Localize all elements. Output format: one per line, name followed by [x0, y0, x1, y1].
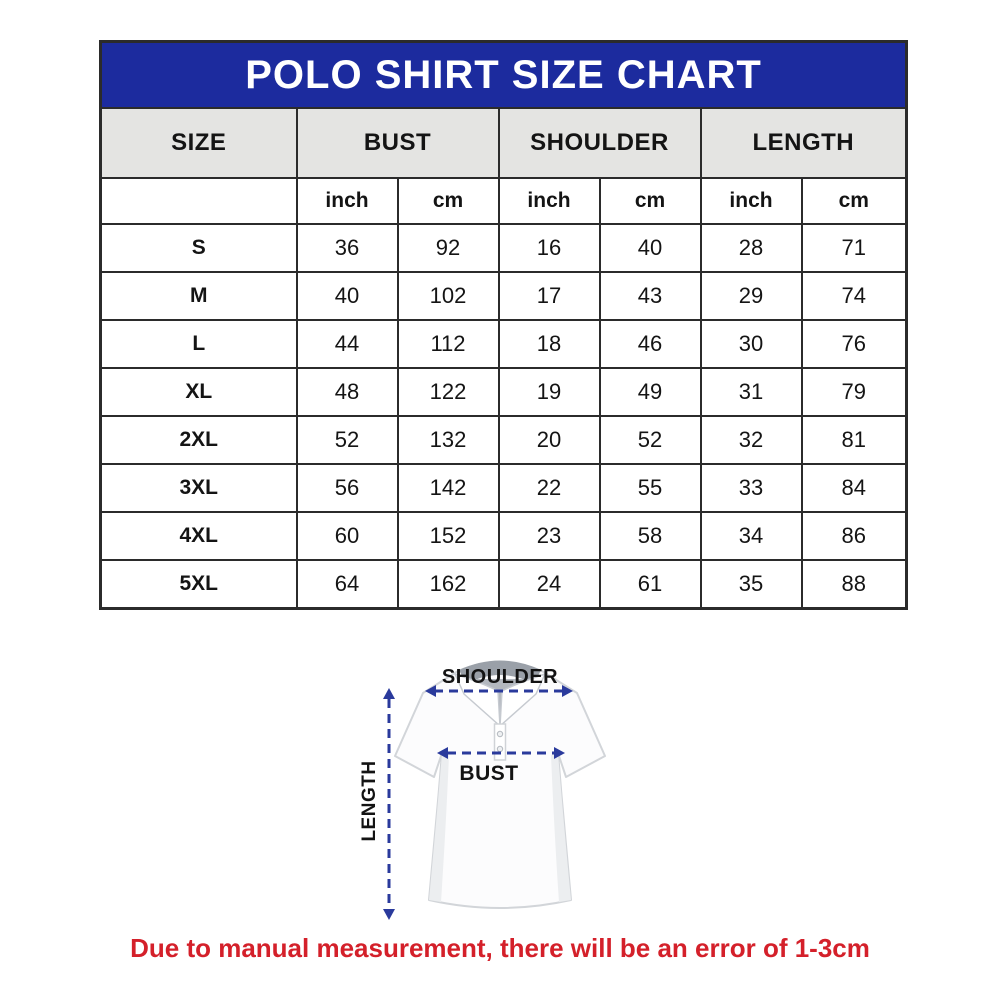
table-row-2xl — [101, 416, 907, 464]
cell-bust-inch: 48 — [297, 368, 398, 416]
cell-shoulder-inch: 18 — [499, 320, 600, 368]
size-label: 4XL — [101, 512, 297, 560]
table-row-m — [101, 272, 907, 320]
column-header-size: SIZE — [101, 108, 297, 178]
cell-bust-cm: 112 — [398, 320, 499, 368]
unit-bust-inch: inch — [297, 178, 398, 224]
cell-bust-inch: 60 — [297, 512, 398, 560]
column-header-length: LENGTH — [701, 108, 907, 178]
size-label: L — [101, 320, 297, 368]
cell-bust-cm: 162 — [398, 560, 499, 609]
button — [497, 746, 502, 751]
cell-length-inch: 33 — [701, 464, 802, 512]
cell-bust-inch: 36 — [297, 224, 398, 272]
cell-shoulder-inch: 19 — [499, 368, 600, 416]
cell-length-inch: 32 — [701, 416, 802, 464]
unit-length-cm: cm — [802, 178, 907, 224]
column-header-shoulder: SHOULDER — [499, 108, 701, 178]
group-header-row — [101, 108, 907, 178]
cell-length-inch: 35 — [701, 560, 802, 609]
title-banner-row — [101, 42, 907, 109]
cell-length-cm: 81 — [802, 416, 907, 464]
cell-length-cm: 84 — [802, 464, 907, 512]
unit-header-row — [101, 178, 907, 224]
cell-bust-cm: 152 — [398, 512, 499, 560]
length-arrowhead-top — [383, 688, 395, 699]
size-label: 2XL — [101, 416, 297, 464]
cell-bust-cm: 142 — [398, 464, 499, 512]
cell-shoulder-cm: 49 — [600, 368, 701, 416]
size-chart-table — [99, 40, 908, 610]
cell-shoulder-inch: 20 — [499, 416, 600, 464]
cell-shoulder-cm: 61 — [600, 560, 701, 609]
cell-length-inch: 31 — [701, 368, 802, 416]
cell-length-inch: 34 — [701, 512, 802, 560]
cell-bust-cm: 92 — [398, 224, 499, 272]
unit-shoulder-cm: cm — [600, 178, 701, 224]
length-label: LENGTH — [359, 760, 380, 842]
unit-empty-cell — [101, 178, 297, 224]
size-label: 3XL — [101, 464, 297, 512]
size-label: XL — [101, 368, 297, 416]
cell-shoulder-cm: 58 — [600, 512, 701, 560]
cell-shoulder-cm: 46 — [600, 320, 701, 368]
button — [497, 731, 502, 736]
column-header-bust: BUST — [297, 108, 499, 178]
cell-length-inch: 29 — [701, 272, 802, 320]
table-row-5xl — [101, 560, 907, 609]
length-arrowhead-bottom — [383, 909, 395, 920]
table-row-3xl — [101, 464, 907, 512]
cell-shoulder-inch: 16 — [499, 224, 600, 272]
cell-shoulder-inch: 24 — [499, 560, 600, 609]
placket — [495, 724, 506, 760]
page-title: POLO SHIRT SIZE CHART — [101, 42, 907, 109]
cell-shoulder-cm: 40 — [600, 224, 701, 272]
bust-label: BUST — [459, 762, 519, 785]
table-row-s — [101, 224, 907, 272]
shoulder-label: SHOULDER — [441, 666, 559, 688]
cell-bust-inch: 40 — [297, 272, 398, 320]
cell-shoulder-cm: 55 — [600, 464, 701, 512]
cell-shoulder-inch: 17 — [499, 272, 600, 320]
unit-bust-cm: cm — [398, 178, 499, 224]
cell-length-inch: 28 — [701, 224, 802, 272]
unit-length-inch: inch — [701, 178, 802, 224]
cell-shoulder-cm: 52 — [600, 416, 701, 464]
cell-bust-inch: 56 — [297, 464, 398, 512]
size-label: M — [101, 272, 297, 320]
cell-shoulder-inch: 22 — [499, 464, 600, 512]
cell-shoulder-inch: 23 — [499, 512, 600, 560]
size-label: S — [101, 224, 297, 272]
cell-shoulder-cm: 43 — [600, 272, 701, 320]
cell-bust-cm: 122 — [398, 368, 499, 416]
table-row-4xl — [101, 512, 907, 560]
measurement-diagram — [337, 633, 667, 943]
cell-length-cm: 79 — [802, 368, 907, 416]
cell-bust-inch: 44 — [297, 320, 398, 368]
unit-shoulder-inch: inch — [499, 178, 600, 224]
cell-length-cm: 76 — [802, 320, 907, 368]
cell-length-inch: 30 — [701, 320, 802, 368]
cell-length-cm: 88 — [802, 560, 907, 609]
table-row-xl — [101, 368, 907, 416]
cell-bust-inch: 64 — [297, 560, 398, 609]
cell-bust-cm: 102 — [398, 272, 499, 320]
cell-bust-cm: 132 — [398, 416, 499, 464]
cell-length-cm: 86 — [802, 512, 907, 560]
table-row-l — [101, 320, 907, 368]
measurement-note: Due to manual measurement, there will be an error of 1-3cm — [130, 933, 870, 963]
cell-length-cm: 71 — [802, 224, 907, 272]
size-label: 5XL — [101, 560, 297, 609]
cell-length-cm: 74 — [802, 272, 907, 320]
cell-bust-inch: 52 — [297, 416, 398, 464]
